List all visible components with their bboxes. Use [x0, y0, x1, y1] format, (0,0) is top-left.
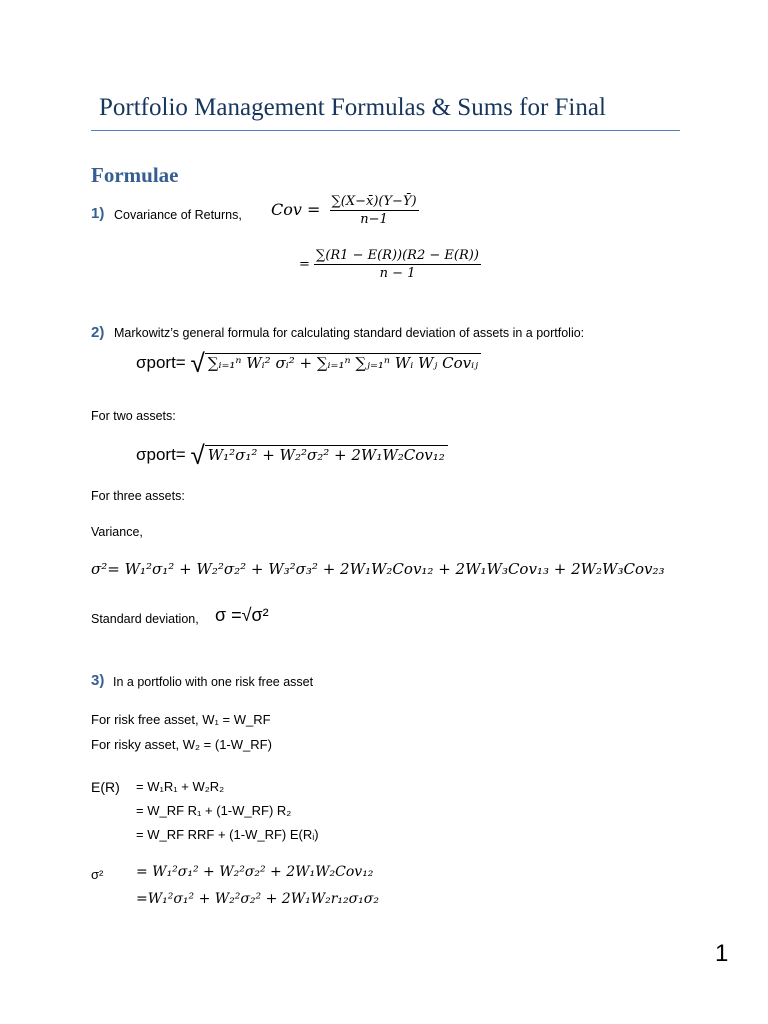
item-1: [91, 205, 104, 223]
item-number: 2): [91, 324, 105, 341]
item-3-label: In a portfolio with one risk free asset: [113, 675, 314, 689]
sqrt-symbol: √: [190, 348, 205, 378]
page-number: 1: [715, 940, 729, 967]
general-formula-body: ∑ᵢ₌₁ⁿ Wᵢ² σᵢ² + ∑ᵢ₌₁ⁿ ∑ⱼ₌₁ⁿ Wᵢ Wⱼ Covᵢⱼ: [205, 353, 481, 372]
cov-numerator: ∑(X−x̄)(Y−Ȳ): [331, 194, 417, 209]
er-line-1: = W₁R₁ + W₂R₂: [136, 779, 225, 794]
cov-denominator: n−1: [360, 212, 388, 227]
variance-line-2: =W₁²σ₁² + W₂²σ₂² + 2W₁W₂r₁₂σ₁σ₂: [136, 891, 379, 907]
markowitz-general-formula: [136, 348, 481, 379]
cov-alt-numerator: ∑(R1 − E(R))(R2 − E(R)): [316, 248, 479, 263]
title-underline: [91, 130, 680, 131]
risky-weight: For risky asset, W₂ = (1-W_RF): [91, 737, 272, 752]
item-2-label: Markowitz’s general formula for calculating standard deviation of assets in a portfolio:: [114, 326, 585, 340]
cov-alt-fraction: [314, 248, 481, 281]
item-number: 1): [91, 205, 105, 222]
portfolio-variance-label: σ²: [91, 867, 104, 882]
sigma-port-label: σport=: [136, 352, 186, 372]
document-title: Portfolio Management Formulas & Sums for Final: [99, 94, 606, 121]
er-line-2: = W_RF R₁ + (1-W_RF) R₂: [136, 803, 292, 818]
sigma-port-label: σport=: [136, 444, 186, 464]
variance-line-1: = W₁²σ₁² + W₂²σ₂² + 2W₁W₂Cov₁₂: [136, 864, 374, 880]
cov-alt-denominator: n − 1: [379, 266, 416, 281]
three-assets-label: For three assets:: [91, 489, 185, 503]
cov-lhs: Cov =: [271, 200, 321, 219]
item-2: [91, 324, 104, 342]
stddev-label: Standard deviation,: [91, 612, 199, 626]
stddev-formula: σ =√σ²: [215, 605, 269, 625]
covariance-alt-formula: [299, 248, 481, 281]
two-assets-formula-body: W₁²σ₁² + W₂²σ₂² + 2W₁W₂Cov₁₂: [205, 445, 448, 464]
cov-fraction: [330, 194, 419, 227]
item-number: 3): [91, 672, 105, 689]
sqrt-symbol: √: [190, 440, 205, 470]
two-assets-formula: [136, 440, 448, 471]
two-assets-label: For two assets:: [91, 409, 176, 423]
risk-free-weight: For risk free asset, W₁ = W_RF: [91, 712, 271, 727]
er-line-3: = W_RF RRF + (1-W_RF) E(Rᵢ): [136, 827, 319, 842]
covariance-formula: [271, 194, 419, 227]
equals-sign: =: [299, 257, 310, 272]
item-3: [91, 672, 104, 690]
expected-return-label: E(R): [91, 779, 120, 795]
item-1-label: Covariance of Returns,: [114, 208, 242, 222]
variance-label: Variance,: [91, 525, 143, 539]
section-heading: Formulae: [91, 163, 179, 187]
three-assets-variance-formula: σ²= W₁²σ₁² + W₂²σ₂² + W₃²σ₃² + 2W₁W₂Cov₁₂ + 2W₁W₃Cov₁₃ + 2W₂W₃Cov₂₃: [91, 560, 665, 578]
